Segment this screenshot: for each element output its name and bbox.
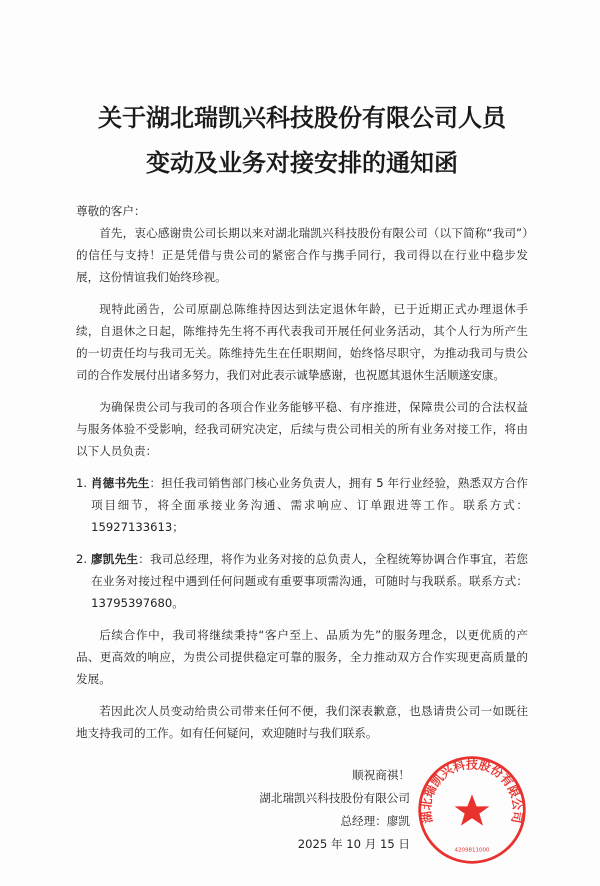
letter-body — [76, 200, 528, 744]
contact-name: 肖德书先生 — [90, 476, 150, 490]
contact-item — [76, 548, 528, 614]
seal-code: 4209811000 — [454, 847, 490, 854]
company-name: 湖北瑞凯兴科技股份有限公司 — [259, 791, 410, 805]
seal-text: 湖北瑞凯兴科技股份有限公司 — [419, 757, 525, 825]
paragraph: 首先，衷心感谢贵公司长期以来对湖北瑞凯兴科技股份有限公司（以下简称“我司”）的信任与支持！正是凭借与贵公司的紧密合作与携手同行，我司得以在行业中稳步发展，这份情谊我们始终珍视。 — [76, 226, 528, 284]
contact-text: ：我司总经理，将作为业务对接的总负责人，全程统筹协调合作事宜，若您在业务对接过程中遇到任何问题或有重要事项需沟通，可随时与我联系。联系方式：13795397680。 — [91, 552, 528, 610]
paragraph: 后续合作中，我司将继续秉持“客户至上、品质为先”的服务理念，以更优质的产品、更高效的响应，为贵公司提供稳定可靠的服务，全力推动双方合作实现更高质量的发展。 — [76, 628, 528, 686]
paragraph: 现特此函告，公司原副总陈维持因达到法定退休年龄，已于近期正式办理退休手续，自退休之日起，陈维持先生将不再代表我司开展任何业务活动，其个人行为所产生的一切责任均与我司无关。陈维持先生在任职期间，始终恪尽职守，为推动我司与贵公司的合作发展付出诸多努力，我们对此表示诚挚感谢，也祝愿其退休生活顺遂安康。 — [76, 302, 528, 382]
contact-name: 廖凯先生 — [90, 552, 139, 566]
signature-block — [76, 754, 528, 866]
paragraph: 为确保贵公司与我司的各项合作业务能够平稳、有序推进，保障贵公司的合法权益与服务体验不受影响，经我司研究决定，后续与贵公司相关的所有业务对接工作，将由以下人员负责： — [76, 400, 528, 458]
company-seal — [416, 754, 528, 866]
date: 2025 年 10 月 15 日 — [297, 837, 410, 851]
contact-item — [76, 472, 528, 538]
paragraph: 若因此次人员变动给贵公司带来任何不便，我们深表歉意，也恳请贵公司一如既往地支持我司的工作。如有任何疑问，欢迎随时与我们联系。 — [76, 704, 528, 740]
salutation: 尊敬的客户： — [76, 204, 146, 218]
signoff: 顺祝商祺！ — [352, 768, 410, 782]
star-icon — [455, 794, 490, 825]
list-number: 1. — [76, 476, 88, 490]
document-title-line-2: 变动及业务对接安排的通知函 — [146, 149, 458, 177]
contact-text: ：担任我司销售部门核心业务负责人，拥有 5 年行业经验，熟悉双方合作项目细节，将全面承接业务沟通、需求响应、订单跟进等工作。联系方式：15927133613； — [91, 476, 529, 534]
document-title-line-1: 关于湖北瑞凯兴科技股份有限公司人员 — [98, 104, 506, 132]
manager-signature: 总经理：廖凯 — [340, 814, 410, 828]
signature-text — [259, 764, 410, 856]
list-number: 2. — [76, 552, 88, 566]
